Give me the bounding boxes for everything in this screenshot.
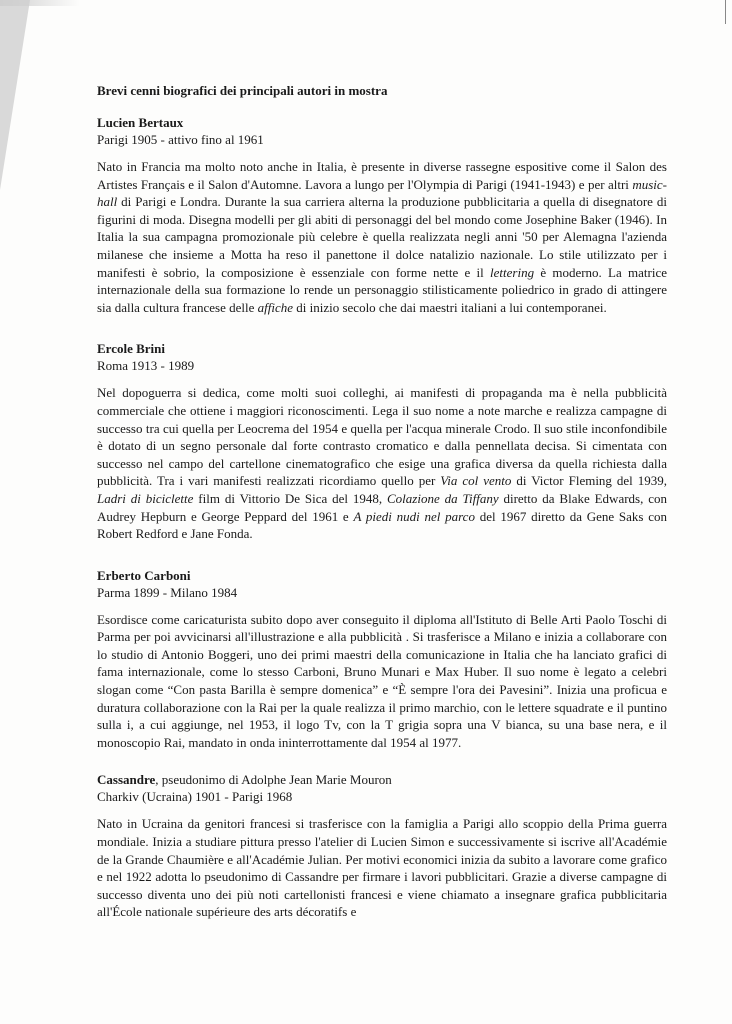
- bio-text: Nel dopoguerra si dedica, come molti suoi colleghi, ai manifesti di propaganda ma è nella pubblicità commerciale che ottiene i maggiori riconoscimenti. Lega il suo nome a note marche e realizza campagne di successo tra cui quella per Leocrema del 1954 e quella per l'acqua minerale Crodo. Il suo stile inconfondibile è dotato di un segno personale dal forte contrasto cromatico e dalla pennellata decisa. Si cimentata con successo nel campo del cartellone cinematografico che esige una grafica diversa da quella richiesta dalla pubblicità. Tra i vari manifesti realizzati ricordiamo quello per: [97, 385, 667, 489]
- document-page: [97, 82, 667, 941]
- bio-text: Nato in Francia ma molto noto anche in Italia, è presente in diverse rassegne espositive come il Salon des Artistes Français e il Salon d'Automne. Lavora a lungo per l'Olympia di Parigi (1941-1943) e per altri: [97, 159, 667, 192]
- italic-term: Colazione da Tiffany: [387, 490, 499, 506]
- bio-text: film di Vittorio De Sica del 1948,: [193, 490, 387, 506]
- scan-shadow-left: [0, 0, 30, 190]
- author-name: Lucien Bertaux: [97, 115, 184, 130]
- italic-term: lettering: [490, 264, 535, 280]
- author-entry: [97, 340, 667, 542]
- author-bio: [97, 384, 667, 542]
- scan-mark-right: [725, 0, 726, 24]
- author-dates: Parma 1899 - Milano 1984: [97, 584, 238, 600]
- bio-text: Esordisce come caricaturista subito dopo aver conseguito il diploma all'Istituto di Belle Arti Paolo Toschi di Parma per poi avvicinarsi all'illustrazione e alla pubblicità . Si trasferisce a Milano e inizia a collaborare con lo studio di Antonio Boggeri, uno dei primi maestri della comunicazione in Italia che ha lanciato grafici di fama internazionale, come lo stesso Carboni, Bruno Munari e Max Huber. Il suo nome è legato a celebri slogan come “Con pasta Barilla è sempre domenica” e “È sempre l'ora dei Pavesini”. Inizia una proficua e duratura collaborazione con la Rai per la quale realizza il primo marchio, con le lettere squadrate e il puntino sulla i, a cui aggiunge, nel 1953, il logo Tv, con la T grigia sopra una V bianca, su una base nera, e il monoscopio Rai, mandato in onda ininterrottamente dal 1954 al 1977.: [97, 611, 667, 750]
- author-dates: Roma 1913 - 1989: [97, 358, 195, 374]
- author-name: Ercole Brini: [97, 341, 166, 357]
- italic-term: affiche: [257, 299, 293, 315]
- author-name: Erberto Carboni: [97, 567, 191, 583]
- bio-text: di inizio secolo che dai maestri italiani a lui contemporanei.: [293, 299, 607, 315]
- author-pseudonym: Cassandre: [97, 772, 156, 788]
- italic-term: Ladri di biciclette: [97, 490, 194, 506]
- italic-term: music-hall: [97, 176, 667, 210]
- bio-text: di Parigi e Londra. Durante la sua carriera alterna la produzione pubblicitaria a quella di disegnatore di figurini di moda. Disegna modelli per gli abiti di personaggi del bel mondo come Josephine Baker (1946). In Italia la sua campagna promozionale più celebre è quella realizzata negli anni '50 per Alemagna l'azienda milanese che insieme a Motta ha reso il panettone il dolce natalizio nazionale. Lo stile utilizzato per i manifesti è sobrio, la composizione è essenziale con forme nette e il: [97, 194, 667, 280]
- author-bio: [97, 815, 667, 921]
- author-entry: [97, 771, 667, 921]
- bio-text: è moderno. La matrice internazionale della sua formazione lo rende un personaggio stilisticamente poliedrico in grado di attingere sia dalla cultura francese delle: [97, 264, 667, 315]
- author-bio: [97, 611, 667, 752]
- author-entry: [97, 114, 667, 316]
- bio-text: diretto da Blake Edwards, con Audrey Hepburn e George Peppard del 1961 e: [97, 490, 667, 524]
- scan-shadow-top: [0, 0, 80, 6]
- author-entry: [97, 567, 667, 752]
- bio-text: Nato in Ucraina da genitori francesi si trasferisce con la famiglia a Parigi allo scoppio della Prima guerra mondiale. Inizia a studiare pittura presso l'atelier di Lucien Simon e successivamente si iscrive all'Académie de la Grande Chaumière e all'Académie Julian. Per motivi economici inizia da subito a lavorare come grafico e nel 1922 adotta lo pseudonimo di Cassandre per firmare i lavori pubblicitari. Grazie a diverse campagne di successo diventa uno dei più noti cartellonisti francesi e viene chiamato a insegnare grafica pubblicitaria all'École nationale supérieure des arts décoratifs e: [97, 816, 667, 920]
- author-dates: Parigi 1905 - attivo fino al 1961: [97, 132, 264, 147]
- document-heading: Brevi cenni biografici dei principali autori in mostra: [97, 83, 388, 98]
- author-dates: Charkiv (Ucraina) 1901 - Parigi 1968: [97, 789, 293, 805]
- bio-text: di Victor Fleming del 1939,: [511, 473, 668, 489]
- italic-term: A piedi nudi nel parco: [353, 508, 475, 524]
- author-real-name: , pseudonimo di Adolphe Jean Marie Mouron: [155, 772, 392, 788]
- author-name: [97, 771, 667, 788]
- italic-term: Via col vento: [440, 473, 512, 489]
- bio-text: del 1967 diretto da Gene Saks con Robert Redford e Jane Fonda.: [97, 508, 667, 542]
- author-bio: [97, 158, 667, 316]
